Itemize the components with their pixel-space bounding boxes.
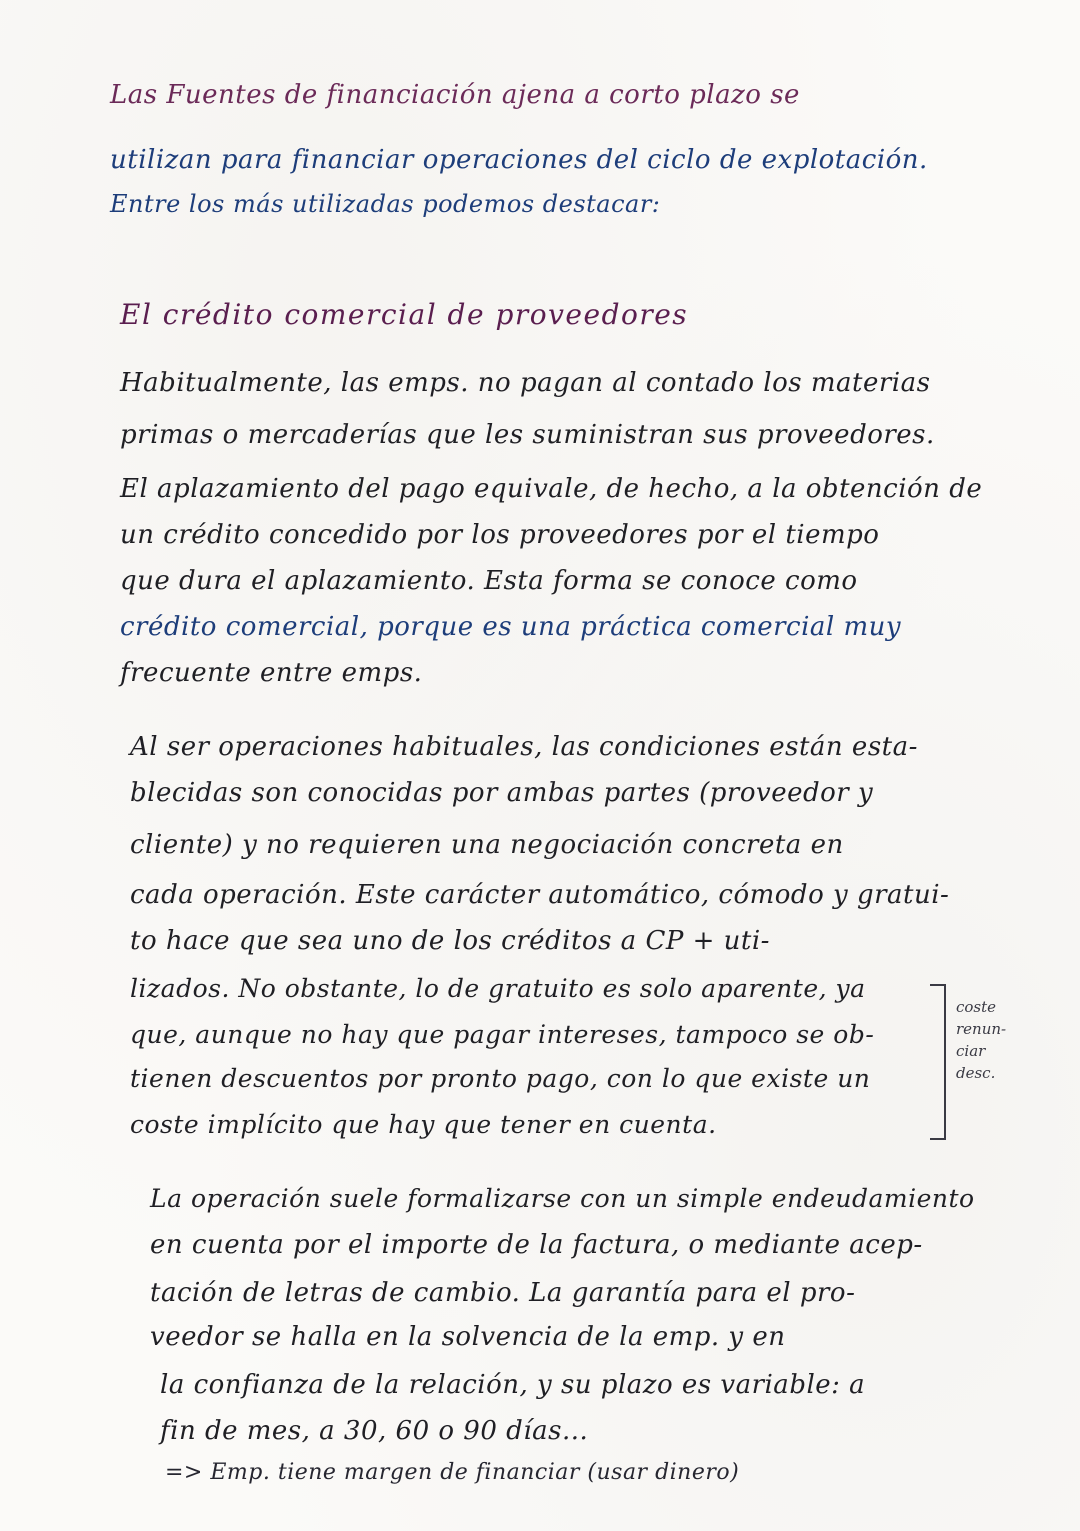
paragraph2-line-4 (130, 880, 949, 926)
intro-text-2: utilizan para financiar operaciones del ciclo de explotación. (110, 145, 928, 175)
paragraph1-text-2: primas o mercaderías que les suministran sus proveedores. (120, 420, 935, 450)
paragraph3-text-6: fin de mes, a 30, 60 o 90 días... (160, 1416, 589, 1446)
paragraph1-line-5 (120, 566, 858, 612)
margin-note-line-1: coste (956, 998, 997, 1016)
paragraph3-line-1 (150, 1184, 975, 1230)
paragraph3-line-2 (150, 1230, 923, 1276)
intro-line-3 (110, 190, 660, 236)
margin-note-line-4: desc. (956, 1064, 996, 1082)
paragraph1-line-7 (120, 658, 422, 704)
paragraph2-line-8 (130, 1064, 870, 1110)
margin-note-line-2: renun- (956, 1020, 1007, 1038)
paragraph1-text-1: Habitualmente, las emps. no pagan al contado los materias (120, 368, 931, 398)
paragraph2-line-2 (130, 778, 873, 824)
paragraph1-line-4 (120, 520, 879, 566)
paragraph3-line-7 (165, 1460, 739, 1506)
paragraph1-text-6: crédito comercial, porque es una práctica comercial muy (120, 612, 902, 642)
paragraph2-text-2: blecidas son conocidas por ambas partes (proveedor y (130, 778, 874, 808)
paragraph2-text-9: coste implícito que hay que tener en cuenta. (130, 1110, 717, 1139)
paragraph3-text-2: en cuenta por el importe de la factura, o mediante acep- (150, 1230, 923, 1260)
paragraph3-text-5: la confianza de la relación, y su plazo es variable: a (160, 1370, 866, 1400)
paragraph3-text-7: => Emp. tiene margen de financiar (usar dinero) (165, 1460, 740, 1485)
paragraph1-text-7: frecuente entre emps. (120, 658, 423, 688)
paragraph1-text-5: que dura el aplazamiento. Esta forma se conoce como (120, 566, 858, 596)
paragraph2-line-9 (130, 1110, 717, 1156)
section-heading-text: El crédito comercial de proveedores (120, 298, 689, 331)
paragraph1-text-3: El aplazamiento del pago equivale, de hecho, a la obtención de (120, 474, 983, 504)
paragraph1-line-6 (120, 612, 901, 658)
paragraph2-text-3: cliente) y no requieren una negociación concreta en (130, 830, 844, 860)
paragraph3-text-4: veedor se halla en la solvencia de la emp. y en (150, 1322, 786, 1352)
paragraph3-line-6 (160, 1416, 588, 1462)
paragraph2-text-1: Al ser operaciones habituales, las condiciones están esta- (130, 732, 918, 762)
paragraph1-text-4: un crédito concedido por los proveedores por el tiempo (120, 520, 880, 550)
paragraph2-line-7 (130, 1020, 874, 1066)
paragraph3-text-1: La operación suele formalizarse con un simple endeudamiento (150, 1184, 975, 1213)
intro-line-2 (110, 145, 928, 191)
paragraph3-line-5 (160, 1370, 865, 1416)
paragraph2-line-5 (130, 926, 770, 972)
paragraph1-line-1 (120, 368, 930, 414)
intro-text-3: Entre los más utilizadas podemos destacar: (110, 190, 661, 218)
paragraph2-text-7: que, aunque no hay que pagar intereses, tampoco se ob- (130, 1020, 875, 1049)
paragraph2-text-6: lizados. No obstante, lo de gratuito es solo aparente, ya (130, 974, 866, 1003)
paragraph1-line-2 (120, 420, 935, 466)
paragraph2-line-6 (130, 974, 866, 1020)
paragraph3-text-3: tación de letras de cambio. La garantía para el pro- (150, 1278, 856, 1308)
paragraph2-text-5: to hace que sea uno de los créditos a CP + uti- (130, 926, 770, 956)
paragraph2-text-4: cada operación. Este carácter automático, cómodo y gratui- (130, 880, 950, 910)
intro-line-1 (110, 80, 800, 126)
margin-note (956, 996, 1036, 1084)
paragraph2-line-1 (130, 732, 918, 778)
margin-bracket (930, 984, 946, 1140)
paragraph3-line-3 (150, 1278, 855, 1324)
margin-note-line-3: ciar (956, 1042, 986, 1060)
paragraph1-line-3 (120, 474, 982, 520)
paragraph2-line-3 (130, 830, 844, 876)
paragraph2-text-8: tienen descuentos por pronto pago, con lo que existe un (130, 1064, 871, 1093)
section-heading (120, 298, 688, 344)
paragraph3-line-4 (150, 1322, 786, 1368)
intro-text-1: Las Fuentes de financiación ajena a corto plazo se (110, 80, 800, 110)
